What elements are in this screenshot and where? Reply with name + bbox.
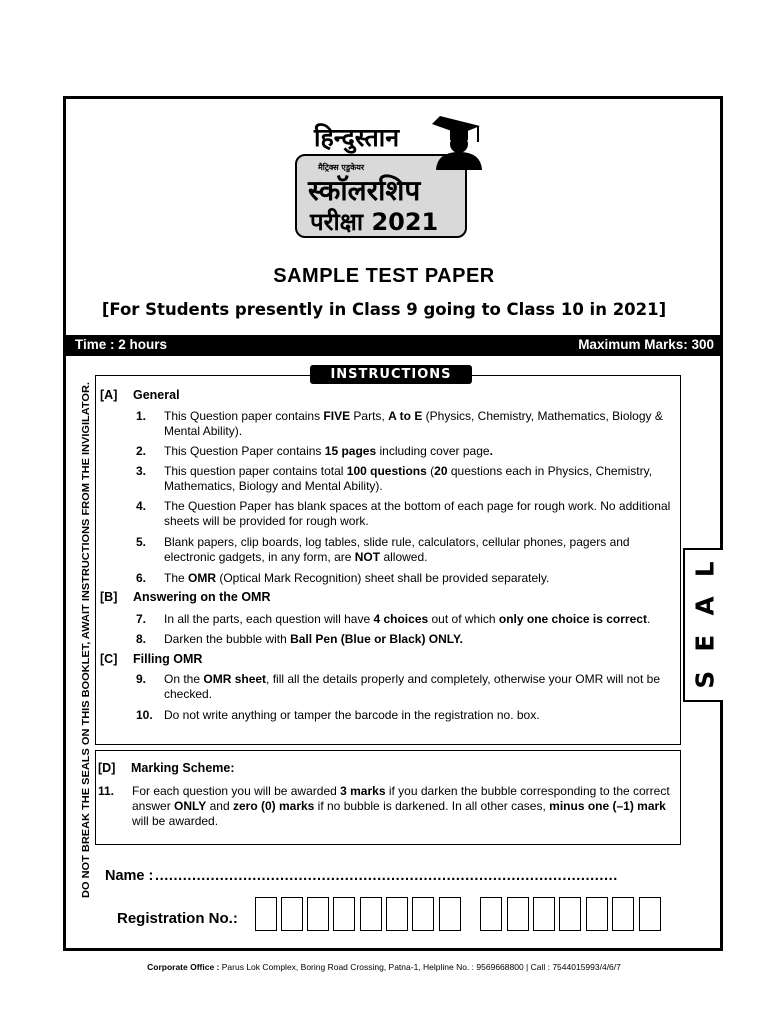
- registration-digit-box[interactable]: [281, 897, 303, 931]
- registration-digit-box[interactable]: [412, 897, 434, 931]
- registration-digit-box[interactable]: [333, 897, 355, 931]
- logo-brand-text: हिन्दुस्तान: [314, 123, 400, 152]
- seal-tab: [683, 548, 723, 702]
- registration-digit-box[interactable]: [612, 897, 634, 931]
- item-text: The OMR (Optical Mark Recognition) sheet shall be provided separately.: [164, 571, 550, 585]
- time-label: Time : 2 hours: [75, 337, 168, 352]
- graduation-cap-icon: [432, 116, 482, 170]
- footer-label: Corporate Office :: [147, 962, 220, 972]
- footer: [0, 962, 768, 972]
- item-text: Blank papers, clip boards, log tables, slide rule, calculators, cellular phones, pagers and electronic gadgets, in any form, are NOT allowed.: [164, 535, 630, 564]
- footer-text: Parus Lok Complex, Boring Road Crossing, Patna-1, Helpline No. : 9569668800 | Call : 7544015993/4/6/7: [219, 962, 621, 972]
- logo-sub-text: परीक्षा 2021: [310, 208, 439, 236]
- registration-digit-box[interactable]: [360, 897, 382, 931]
- item-number: 1.: [136, 409, 147, 423]
- page-subtitle: [For Students presently in Class 9 going to Class 10 in 2021]: [101, 300, 667, 319]
- item-number: 4.: [136, 499, 147, 513]
- item-number: 10.: [136, 708, 153, 722]
- item-number: 7.: [136, 612, 147, 626]
- instructions-heading: INSTRUCTIONS: [310, 365, 472, 384]
- registration-digit-box[interactable]: [507, 897, 529, 931]
- registration-digit-box[interactable]: [533, 897, 555, 931]
- item-text: This Question Paper contains 15 pages including cover page.: [164, 444, 493, 458]
- section-letter: [C]: [100, 652, 118, 666]
- section-letter: [D]: [98, 761, 116, 775]
- item-number: 2.: [136, 444, 147, 458]
- section-letter: [A]: [100, 388, 118, 402]
- page-title: SAMPLE TEST PAPER: [273, 265, 495, 287]
- seal-text: S E A L: [690, 561, 720, 689]
- item-number: 5.: [136, 535, 147, 549]
- section-name: Marking Scheme:: [131, 761, 235, 775]
- logo-small-text: मैट्रिक्स एडुकेयर: [318, 163, 365, 172]
- section-name: General: [133, 388, 180, 402]
- item-text: The Question Paper has blank spaces at the bottom of each page for rough work. No additional sheets will be provided for rough work.: [164, 499, 671, 528]
- registration-digit-box[interactable]: [307, 897, 329, 931]
- item-number: 6.: [136, 571, 147, 585]
- logo-main-text: स्कॉलरशिप: [308, 174, 421, 207]
- registration-digit-box[interactable]: [439, 897, 461, 931]
- scholarship-logo: [292, 108, 502, 240]
- item-text: This Question paper contains FIVE Parts, A to E (Physics, Chemistry, Mathematics, Biology & Mental Ability).: [164, 409, 663, 438]
- name-label: Name :: [105, 868, 154, 884]
- registration-digit-box[interactable]: [559, 897, 581, 931]
- section-letter: [B]: [100, 590, 118, 604]
- item-text: On the OMR sheet, fill all the details properly and completely, otherwise your OMR will not be checked.: [164, 672, 660, 701]
- item-text: This question paper contains total 100 questions (20 questions each in Physics, Chemistry, Mathematics, Biology and Mental Ability).: [164, 464, 653, 493]
- registration-label: Registration No.:: [117, 910, 238, 927]
- seal-warning-vertical: [74, 380, 96, 900]
- registration-digit-box[interactable]: [386, 897, 408, 931]
- item-number: 11.: [98, 784, 115, 798]
- name-field[interactable]: ....................................................................................................: [155, 868, 618, 884]
- item-text: Darken the bubble with Ball Pen (Blue or Black) ONLY.: [164, 632, 464, 646]
- item-number: 3.: [136, 464, 147, 478]
- registration-digit-box[interactable]: [480, 897, 502, 931]
- item-text: For each question you will be awarded 3 marks if you darken the bubble corresponding to the correct answer ONLY and zero (0) marks if no bubble is darkened. In all other cases, minus one (–1) mark will be awarded.: [132, 784, 670, 828]
- max-marks-label: Maximum Marks: 300: [578, 337, 714, 352]
- registration-digit-box[interactable]: [639, 897, 661, 931]
- section-name: Answering on the OMR: [133, 590, 271, 604]
- registration-digit-box[interactable]: [586, 897, 608, 931]
- item-number: 9.: [136, 672, 147, 686]
- item-number: 8.: [136, 632, 147, 646]
- item-text: In all the parts, each question will have 4 choices out of which only one choice is correct.: [164, 612, 651, 626]
- section-name: Filling OMR: [133, 652, 203, 666]
- item-text: Do not write anything or tamper the barcode in the registration no. box.: [164, 708, 540, 722]
- seal-warning-text: DO NOT BREAK THE SEALS ON THIS BOOKLET, AWAIT INSTRUCTIONS FROM THE INVIGILATOR.: [81, 415, 92, 898]
- registration-digit-box[interactable]: [255, 897, 277, 931]
- info-bar: [66, 335, 720, 356]
